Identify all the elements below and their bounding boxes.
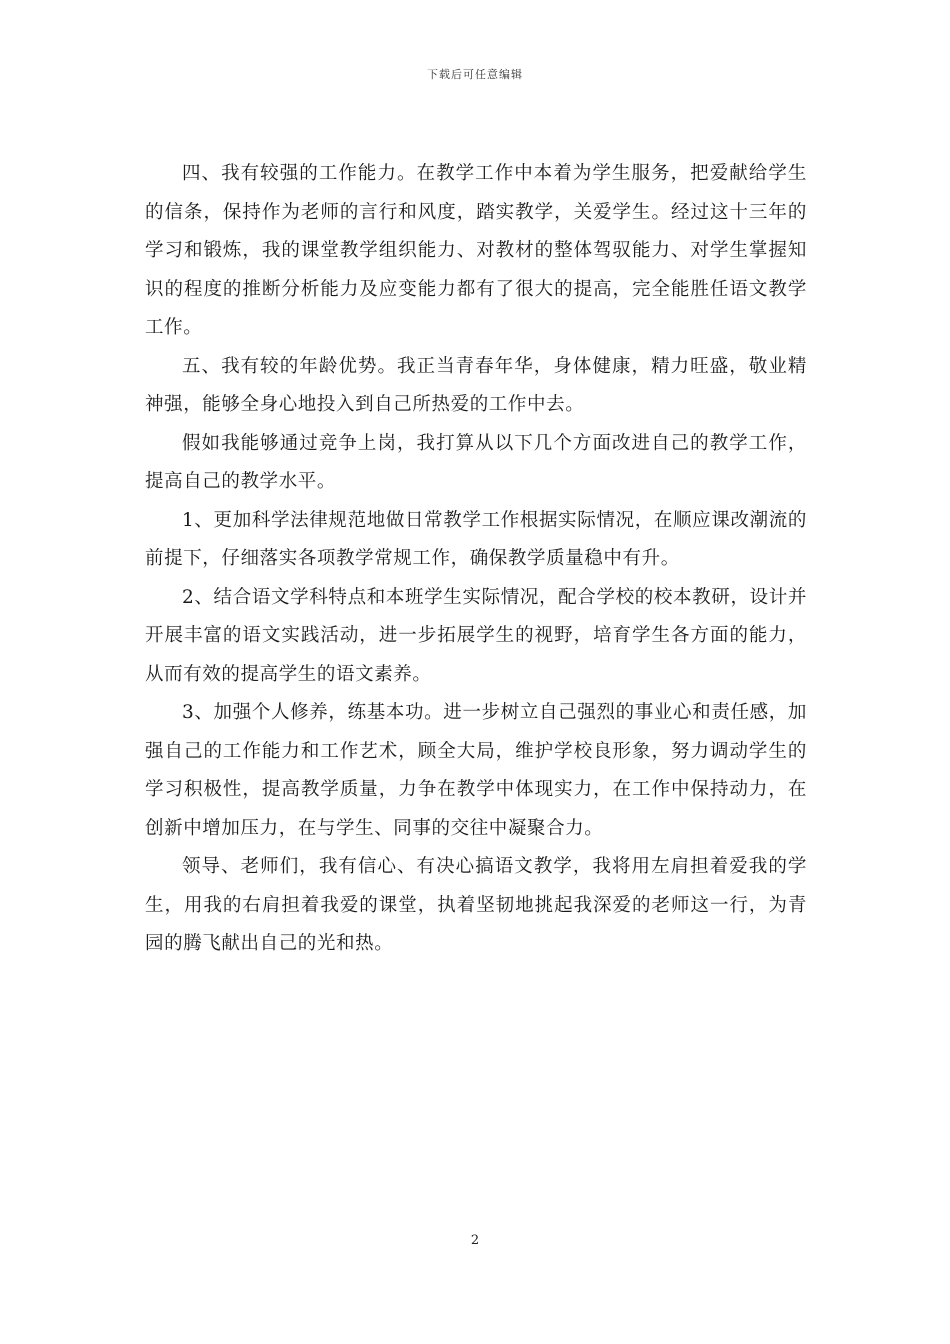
- paragraph-plan-item-1: 1、更加科学法律规范地做日常教学工作根据实际情况，在顺应课改潮流的前提下，仔细落实各项教学常规工作，确保教学质量稳中有升。: [145, 509, 807, 569]
- document-body: [145, 155, 807, 964]
- paragraph-plan-intro: 假如我能够通过竞争上岗，我打算从以下几个方面改进自己的教学工作，提高自己的教学水平。: [145, 432, 807, 492]
- paragraph-work-ability: 四、我有较强的工作能力。在教学工作中本着为学生服务，把爱献给学生的信条，保持作为老师的言行和风度，踏实教学，关爱学生。经过这十三年的学习和锻炼，我的课堂教学组织能力、对教材的整体驾驭能力、对学生掌握知识的程度的推断分析能力及应变能力都有了很大的提高，完全能胜任语文教学工作。: [145, 163, 807, 338]
- page-header-note: 下载后可任意编辑: [427, 68, 523, 81]
- page-number: 2: [470, 1233, 480, 1248]
- paragraph-closing: 领导、老师们，我有信心、有决心搞语文教学，我将用左肩担着爱我的学生，用我的右肩担着我爱的课堂，执着坚韧地挑起我深爱的老师这一行，为青园的腾飞献出自己的光和热。: [145, 856, 807, 954]
- paragraph-age-advantage: 五、我有较的年龄优势。我正当青春年华，身体健康，精力旺盛，敬业精神强，能够全身心地投入到自己所热爱的工作中去。: [145, 355, 807, 415]
- paragraph-plan-item-3: 3、加强个人修养，练基本功。进一步树立自己强烈的事业心和责任感，加强自己的工作能力和工作艺术，顾全大局，维护学校良形象，努力调动学生的学习积极性，提高教学质量，力争在教学中体现实力，在工作中保持动力，在创新中增加压力，在与学生、同事的交往中凝聚合力。: [145, 702, 807, 839]
- paragraph-plan-item-2: 2、结合语文学科特点和本班学生实际情况，配合学校的校本教研，设计并开展丰富的语文实践活动，进一步拓展学生的视野，培育学生各方面的能力，从而有效的提高学生的语文素养。: [145, 586, 807, 685]
